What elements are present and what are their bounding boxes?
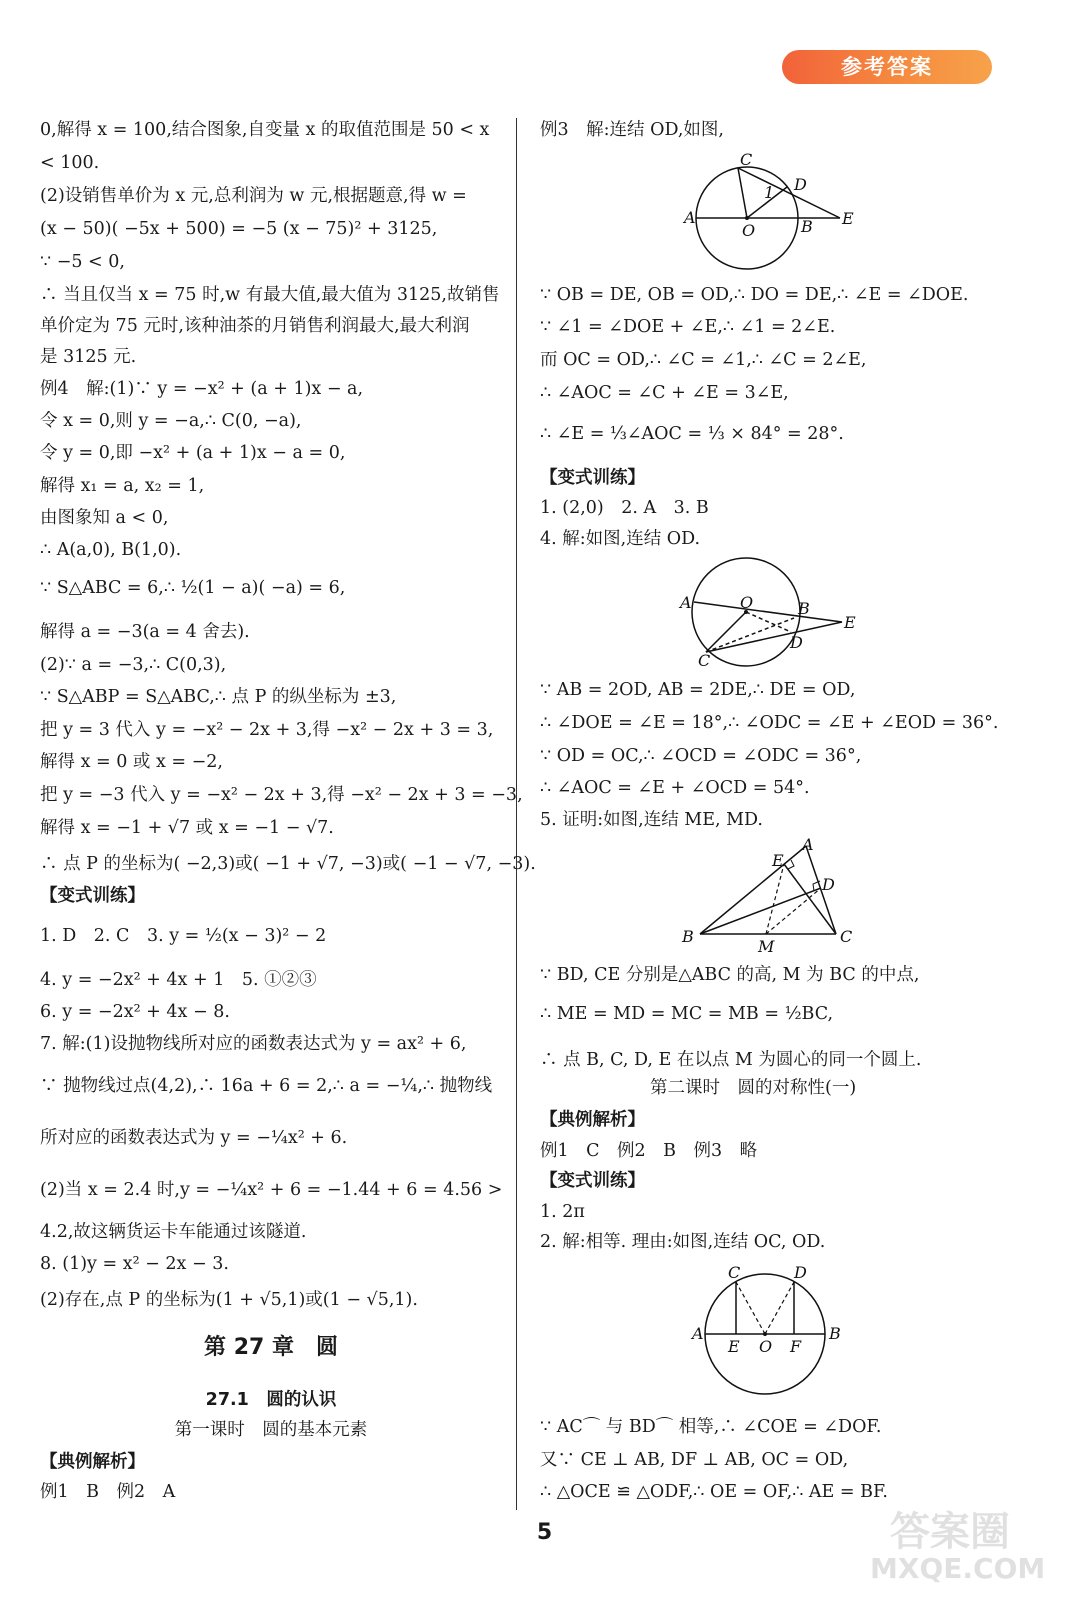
figure-circle-exercise4 — [676, 556, 866, 671]
label-B: B — [829, 1324, 841, 1343]
figure-triangle-exercise5 — [676, 836, 866, 956]
text-line: 1. D 2. C 3. y = ½(x − 3)² − 2 — [40, 926, 327, 946]
label-A: A — [680, 593, 692, 612]
text-line: 令 y = 0,即 −x² + (a + 1)x − a = 0, — [40, 443, 346, 463]
text-line: 例3 解:连结 OD,如图, — [540, 120, 724, 140]
label-D: D — [822, 875, 835, 894]
text-line: 令 x = 0,则 y = −a,∴ C(0, −a), — [40, 411, 302, 431]
text-line: ∴ ∠AOC = ∠C + ∠E = 3∠E, — [540, 383, 789, 403]
watermark-url: MXQE.COM — [870, 1552, 1046, 1585]
label-M: M — [758, 937, 775, 956]
label-A: A — [802, 836, 814, 854]
label-D: D — [790, 633, 803, 652]
text-line: ∴ ME = MD = MC = MB = ½BC, — [540, 1004, 834, 1024]
watermark-logo — [870, 1500, 1070, 1590]
label-C: C — [740, 150, 753, 169]
text-line: 例1 B 例2 A — [40, 1482, 176, 1502]
section-heading: 【变式训练】 — [540, 468, 645, 488]
lesson-title: 第二课时 圆的对称性(一) — [650, 1078, 857, 1098]
text-line: 例4 解:(1)∵ y = −x² + (a + 1)x − a, — [40, 379, 364, 399]
lesson-title: 第一课时 圆的基本元素 — [174, 1420, 368, 1440]
label-E: E — [772, 851, 784, 870]
text-line: (2)设销售单价为 x 元,总利润为 w 元,根据题意,得 w = — [40, 186, 467, 206]
text-line: 例1 C 例2 B 例3 略 — [540, 1141, 758, 1161]
text-line: 把 y = −3 代入 y = −x² − 2x + 3,得 −x² − 2x + 3 = −3, — [40, 785, 523, 805]
chapter-title: 第 27 章 圆 — [204, 1335, 338, 1360]
text-line: 8. (1)y = x² − 2x − 3. — [40, 1254, 229, 1274]
label-C: C — [698, 651, 711, 670]
text-line: 所对应的函数表达式为 y = −¼x² + 6. — [40, 1128, 348, 1148]
text-line: ∴ ∠DOE = ∠E = 18°,∴ ∠ODC = ∠E + ∠EOD = 36°. — [540, 713, 999, 733]
label-E: E — [842, 209, 854, 228]
text-line: ∴ A(a,0), B(1,0). — [40, 540, 182, 560]
text-line: ∵ BD, CE 分别是△ABC 的高, M 为 BC 的中点, — [540, 965, 920, 985]
label-O: O — [740, 593, 754, 612]
label-O: O — [759, 1337, 773, 1356]
text-line: (2)当 x = 2.4 时,y = −¼x² + 6 = −1.44 + 6 = 4.56 > — [40, 1180, 503, 1200]
text-line: 解得 x₁ = a, x₂ = 1, — [40, 476, 205, 496]
text-line: 6. y = −2x² + 4x − 8. — [40, 1002, 230, 1022]
text-line: ∵ OD = OC,∴ ∠OCD = ∠ODC = 36°, — [540, 746, 862, 766]
label-A: A — [684, 208, 696, 227]
answer-badge: 参考答案 — [782, 50, 992, 84]
watermark-text: 答案圈 — [890, 1509, 1010, 1555]
text-line: ∴ 点 B, C, D, E 在以点 M 为圆心的同一个圆上. — [540, 1050, 922, 1070]
text-line: ∴ ∠E = ⅓∠AOC = ⅓ × 84° = 28°. — [540, 424, 844, 444]
label-E: E — [728, 1337, 740, 1356]
text-line: 解得 a = −3(a = 4 舍去). — [40, 622, 250, 642]
text-line: 4. 解:如图,连结 OD. — [540, 529, 701, 549]
column-divider — [516, 118, 517, 1510]
text-line: ∵ −5 < 0, — [40, 252, 125, 272]
figure-circle-example3 — [680, 150, 860, 275]
label-B: B — [682, 927, 694, 946]
label-C: C — [840, 927, 853, 946]
section-heading: 【典例解析】 — [540, 1110, 645, 1130]
text-line: 1. 2π — [540, 1202, 585, 1222]
text-line: ∵ ∠1 = ∠DOE + ∠E,∴ ∠1 = 2∠E. — [540, 317, 836, 337]
label-A: A — [692, 1324, 704, 1343]
text-line: ∴ ∠AOC = ∠E + ∠OCD = 54°. — [540, 778, 810, 798]
text-line: 是 3125 元. — [40, 347, 137, 367]
page-number: 5 — [536, 1520, 553, 1545]
section-heading: 【变式训练】 — [40, 886, 145, 906]
section-heading: 【典例解析】 — [40, 1452, 145, 1472]
text-line: (2)存在,点 P 的坐标为(1 + √5,1)或(1 − √5,1). — [40, 1290, 418, 1310]
text-line: 1. (2,0) 2. A 3. B — [540, 498, 709, 518]
text-line: (x − 50)( −5x + 500) = −5 (x − 75)² + 3125, — [40, 219, 438, 239]
label-O: O — [742, 221, 756, 240]
text-line: 7. 解:(1)设抛物线所对应的函数表达式为 y = ax² + 6, — [40, 1034, 467, 1054]
label-E: E — [844, 613, 856, 632]
text-line: 4.2,故这辆货运卡车能通过该隧道. — [40, 1222, 307, 1242]
text-line: ∵ AB = 2OD, AB = 2DE,∴ DE = OD, — [540, 680, 856, 700]
label-C: C — [728, 1263, 741, 1282]
text-line: 解得 x = 0 或 x = −2, — [40, 752, 223, 772]
text-line: 0,解得 x = 100,结合图象,自变量 x 的取值范围是 50 < x — [40, 120, 490, 140]
text-line: 单价定为 75 元时,该种油茶的月销售利润最大,最大利润 — [40, 316, 470, 336]
text-line: ∵ OB = DE, OB = OD,∴ DO = DE,∴ ∠E = ∠DOE. — [540, 285, 969, 305]
text-line: 又∵ CE ⊥ AB, DF ⊥ AB, OC = OD, — [540, 1450, 849, 1470]
text-line: ∴ △OCE ≌ △ODF,∴ OE = OF,∴ AE = BF. — [540, 1482, 888, 1502]
text-line: (2)∵ a = −3,∴ C(0,3), — [40, 655, 227, 675]
text-line: 解得 x = −1 + √7 或 x = −1 − √7. — [40, 818, 334, 838]
text-line: 4. y = −2x² + 4x + 1 5. ①②③ — [40, 970, 317, 990]
text-line: ∵ S△ABP = S△ABC,∴ 点 P 的纵坐标为 ±3, — [40, 687, 397, 707]
label-B: B — [801, 217, 813, 236]
text-line: 而 OC = OD,∴ ∠C = ∠1,∴ ∠C = 2∠E, — [540, 350, 867, 370]
text-line: ∴ 当且仅当 x = 75 时,w 有最大值,最大值为 3125,故销售 — [40, 285, 500, 305]
label-B: B — [798, 599, 810, 618]
label-D: D — [794, 175, 807, 194]
section-heading: 【变式训练】 — [540, 1171, 645, 1191]
label-F: F — [790, 1337, 802, 1356]
text-line: < 100. — [40, 153, 100, 173]
figure-circle-exercise2 — [690, 1262, 850, 1397]
section-title: 27.1 圆的认识 — [205, 1390, 337, 1410]
text-line: ∵ S△ABC = 6,∴ ½(1 − a)( −a) = 6, — [40, 578, 346, 598]
text-line: ∴ 点 P 的坐标为( −2,3)或( −1 + √7, −3)或( −1 − √7, −3). — [40, 854, 536, 874]
label-D: D — [794, 1263, 807, 1282]
text-line: ∵ 抛物线过点(4,2),∴ 16a + 6 = 2,∴ a = −¼,∴ 抛物线 — [40, 1076, 493, 1096]
text-line: 由图象知 a < 0, — [40, 508, 169, 528]
text-line: 2. 解:相等. 理由:如图,连结 OC, OD. — [540, 1232, 826, 1252]
text-line: 5. 证明:如图,连结 ME, MD. — [540, 810, 763, 830]
label-angle-1: 1 — [764, 183, 775, 202]
text-line: ∵ AC⌒ 与 BD⌒ 相等,∴ ∠COE = ∠DOF. — [540, 1417, 882, 1437]
text-line: 把 y = 3 代入 y = −x² − 2x + 3,得 −x² − 2x + 3 = 3, — [40, 720, 494, 740]
